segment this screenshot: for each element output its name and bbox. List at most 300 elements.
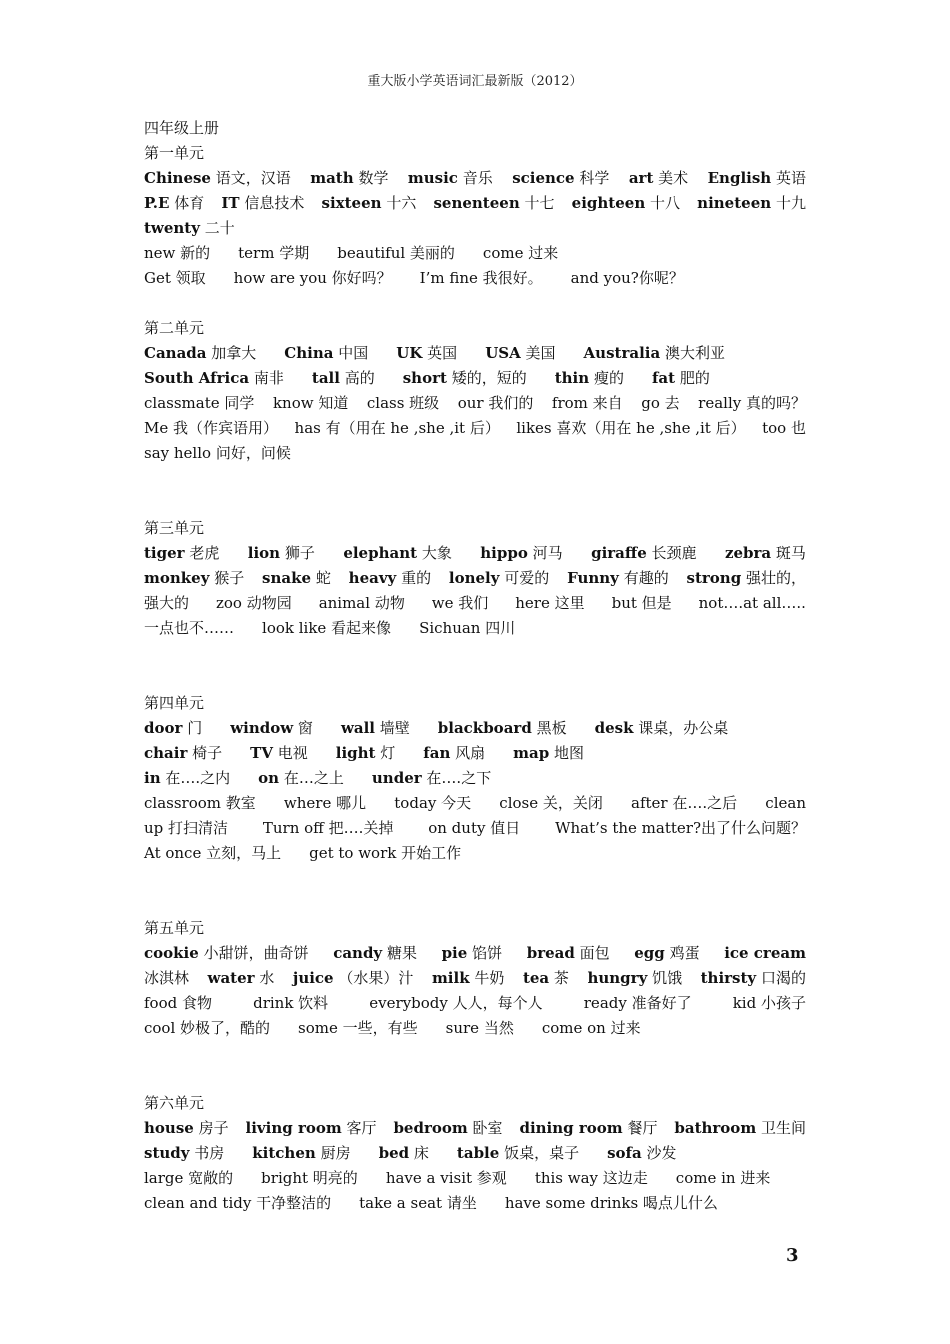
chinese-meaning: 课桌，办公桌 [638,719,729,737]
vocab-entry [687,566,806,591]
vocab-entry [312,366,375,391]
chinese-meaning: 斑马 [775,544,806,562]
vocab-entry [367,391,439,416]
vocab-unit [144,691,806,866]
english-word: twenty [144,219,200,237]
chinese-meaning: large 宽敞的 [144,1169,234,1187]
english-word: tea [522,969,550,987]
vocab-entry [483,241,558,266]
chinese-meaning: our 我们的 [457,394,534,412]
chinese-meaning: 口渴的 [760,969,806,987]
chinese-meaning: 矮的，短的 [451,369,527,387]
vocab-line [144,1141,806,1166]
chinese-meaning: 饥饿 [652,969,683,987]
english-word: egg [634,944,665,962]
vocab-entry [230,716,313,741]
english-word: table [456,1144,500,1162]
vocab-entry [555,816,806,841]
section-spacer [144,466,806,516]
chinese-meaning: 黑板 [536,719,567,737]
vocab-entry [408,166,493,191]
english-word: Canada [144,344,207,362]
english-word: thirsty [700,969,757,987]
english-word: juice [292,969,334,987]
vocab-entry [708,166,806,191]
chinese-meaning: 床 [413,1144,429,1162]
vocab-entry [652,366,710,391]
vocab-entry [393,1116,502,1141]
vocab-line [144,366,806,391]
vocab-line [144,216,806,241]
chinese-meaning: 窗 [297,719,313,737]
chinese-meaning: class 班级 [366,394,440,412]
vocab-unit [144,1091,806,1216]
vocab-entry [144,366,284,391]
chinese-meaning: 肥的 [679,369,710,387]
chinese-meaning: 长颈鹿 [651,544,697,562]
vocab-entry [527,941,610,966]
english-word: English [707,169,772,187]
vocab-line [144,191,806,216]
vocab-entry [144,716,202,741]
chinese-meaning: take a seat 请坐 [359,1194,477,1212]
chinese-meaning: 语文，汉语 [215,169,291,187]
chinese-meaning: 老虎 [189,544,220,562]
english-word: desk [594,719,634,737]
vocab-entry [144,791,256,816]
vocab-entry [513,741,584,766]
chinese-meaning: we 我们 [431,594,489,612]
english-word: strong [686,569,742,587]
english-word: blackboard [437,719,532,737]
chinese-meaning: 厨房 [320,1144,351,1162]
chinese-meaning: Me 我（作宾语用） [144,419,279,437]
chinese-meaning: 加拿大 [211,344,257,362]
vocab-entry [144,616,234,641]
vocab-entry [262,566,331,591]
english-word: heavy [348,569,397,587]
chinese-meaning: What’s the matter?出了什么问题？ [555,819,806,837]
vocab-line [144,966,806,991]
english-word: on [258,769,280,787]
chinese-meaning: At once 立刻，马上 [144,844,282,862]
vocab-entry [144,1191,331,1216]
vocab-entry [144,1166,233,1191]
vocab-line [144,341,806,366]
vocab-entry [252,1141,350,1166]
vocab-entry [144,441,291,466]
chinese-meaning: but 但是 [611,594,672,612]
chinese-meaning: 地图 [554,744,585,762]
vocab-entry [595,716,729,741]
chinese-meaning: 鸡蛋 [669,944,700,962]
grade-title: 四年级上册 [144,119,220,137]
chinese-meaning: 卧室 [472,1119,503,1137]
chinese-meaning: 电视 [277,744,308,762]
vocab-entry [612,591,672,616]
english-word: ice cream [724,944,806,962]
english-word: fat [651,369,676,387]
english-word: tiger [144,544,185,562]
chinese-meaning: up 打扫清洁 [144,819,229,837]
chinese-meaning: 英国 [427,344,458,362]
chinese-meaning: 强壮的， [745,569,806,587]
vocab-entry [512,166,609,191]
vocab-line [144,741,806,766]
unit-title: 第四单元 [144,694,205,712]
vocab-entry [724,941,806,966]
english-word: science [512,169,575,187]
vocab-entry [423,741,485,766]
chinese-meaning: 餐厅 [627,1119,658,1137]
english-word: wall [340,719,375,737]
chinese-meaning: have some drinks 喝点儿什么 [504,1194,718,1212]
chinese-meaning: get to work 开始工作 [309,844,462,862]
english-word: USA [485,344,521,362]
vocab-entry [432,966,504,991]
vocab-entry [442,941,503,966]
vocab-entry [505,1191,718,1216]
vocab-line [144,841,806,866]
english-word: South Africa [144,369,250,387]
vocab-entry [144,266,206,291]
chinese-meaning: bright 明亮的 [261,1169,358,1187]
vocab-entry [584,991,692,1016]
vocab-entry [144,566,244,591]
chinese-meaning: this way 这边走 [534,1169,648,1187]
chinese-meaning: come on 过来 [541,1019,641,1037]
chinese-meaning: have a visit 参观 [385,1169,507,1187]
chinese-meaning: 茶 [553,969,569,987]
vocab-line [144,166,806,191]
chinese-meaning: too 也 [762,419,806,437]
english-word: elephant [343,544,418,562]
chinese-meaning: food 食物 [144,994,212,1012]
vocab-entry [343,541,452,566]
vocab-entry [322,191,417,216]
vocab-line [144,591,806,616]
vocab-line [144,441,806,466]
vocab-entry [725,541,806,566]
chinese-meaning: 体育 [174,194,205,212]
chinese-meaning: on duty 值日 [428,819,521,837]
section-spacer [144,1041,806,1091]
vocab-entry [765,791,806,816]
vocab-entry [336,741,396,766]
chinese-meaning: 大象 [421,544,452,562]
chinese-meaning: 十八 [650,194,681,212]
chinese-meaning: likes 喜欢（用在 he ,she ,it 后） [516,419,746,437]
vocab-line [144,241,806,266]
chinese-meaning: 猴子 [214,569,245,587]
english-word: hippo [480,544,528,562]
vocab-entry [144,191,204,216]
vocab-entry [284,341,368,366]
chinese-meaning: new 新的 [144,244,211,262]
vocab-entry [552,391,623,416]
chinese-meaning: 蛇 [315,569,331,587]
chinese-meaning: come in 进来 [675,1169,771,1187]
english-word: map [513,744,550,762]
english-word: living room [245,1119,342,1137]
chinese-meaning: 河马 [532,544,563,562]
vocab-entry [295,416,500,441]
english-word: bathroom [674,1119,757,1137]
vocab-entry [420,266,543,291]
vocab-entry [208,966,275,991]
english-word: snake [262,569,312,587]
vocab-entry [238,241,309,266]
chinese-meaning: zoo 动物园 [215,594,292,612]
english-word: giraffe [591,544,647,562]
vocab-entry [591,541,696,566]
english-word: dining room [519,1119,623,1137]
chinese-meaning: 房子 [198,1119,229,1137]
chinese-meaning: 重的 [401,569,432,587]
english-word: pie [441,944,468,962]
vocab-entry [396,341,457,366]
chinese-meaning: Get 领取 [144,269,206,287]
chinese-meaning: 墙壁 [379,719,410,737]
chinese-meaning: where 哪儿 [283,794,367,812]
vocab-line [144,1116,806,1141]
chinese-meaning: Sichuan 四川 [419,619,516,637]
vocab-entry [523,966,569,991]
chinese-meaning: cool 妙极了，酷的 [144,1019,271,1037]
english-word: art [628,169,654,187]
vocab-entry [144,1141,224,1166]
vocab-line [144,791,806,816]
chinese-meaning: from 来自 [551,394,623,412]
vocab-line [144,941,806,966]
chinese-meaning: 小甜饼，曲奇饼 [203,944,309,962]
chinese-meaning: （水果）汁 [338,969,414,987]
chinese-meaning: 南非 [253,369,284,387]
chinese-meaning: say hello 问好，问候 [144,444,291,462]
chinese-meaning: 水 [259,969,275,987]
chinese-meaning: 门 [187,719,203,737]
vocab-entry [144,991,212,1016]
vocab-entry [258,766,344,791]
chinese-meaning: classmate 同学 [144,394,255,412]
chinese-meaning: 音乐 [462,169,493,187]
chinese-meaning: how are you 你好吗？ [233,269,392,287]
vocab-entry [499,791,603,816]
chinese-meaning: not….at all….. [698,594,806,612]
vocab-entry [567,566,669,591]
vocab-entry [216,591,292,616]
vocab-entry [144,241,210,266]
section-spacer [144,641,806,691]
vocab-entry [432,591,489,616]
english-word: UK [396,344,423,362]
vocab-entry [144,166,291,191]
english-word: Chinese [144,169,211,187]
chinese-meaning: 书房 [194,1144,225,1162]
vocab-entry [144,841,281,866]
vocab-entry [485,341,555,366]
chinese-meaning: 面包 [579,944,610,962]
vocab-entry [446,1016,514,1041]
vocab-entry [697,191,806,216]
chinese-meaning: 美术 [658,169,689,187]
vocab-entry [144,216,235,241]
vocab-entry [221,191,304,216]
vocab-unit [144,916,806,1041]
english-word: hungry [587,969,648,987]
vocab-entry [310,166,388,191]
english-word: TV [250,744,273,762]
chinese-meaning: 澳大利亚 [664,344,725,362]
english-word: math [310,169,354,187]
chinese-meaning: 冰淇林 [144,969,190,987]
vocab-entry [674,1116,806,1141]
vocab-entry [607,1141,676,1166]
english-word: P.E [144,194,170,212]
vocab-entry [337,241,455,266]
vocab-entry [273,391,348,416]
chinese-meaning: 可爱的 [504,569,550,587]
chinese-meaning: 数学 [358,169,389,187]
chinese-meaning: look like 看起来像 [262,619,392,637]
chinese-meaning: I’m fine 我很好。 [419,269,543,287]
english-word: kitchen [252,1144,316,1162]
vocab-entry [144,416,278,441]
english-word: bedroom [393,1119,468,1137]
english-word: Funny [567,569,619,587]
chinese-meaning: 信息技术 [244,194,305,212]
vocab-entry [631,791,737,816]
vocab-unit [144,316,806,466]
chinese-meaning: close 关，关闭 [499,794,603,812]
chinese-meaning: 科学 [579,169,610,187]
chinese-meaning: Turn off 把….关掉 [262,819,394,837]
vocab-entry [349,566,431,591]
chinese-meaning: everybody 人人，每个人 [369,994,543,1012]
chinese-meaning: 瘦的 [593,369,624,387]
chinese-meaning: 十七 [524,194,555,212]
chinese-meaning: 英语 [775,169,806,187]
vocab-entry [394,791,471,816]
chinese-meaning: really 真的吗？ [698,394,806,412]
english-word: lonely [448,569,500,587]
chinese-meaning: animal 动物 [318,594,405,612]
chinese-meaning: 卫生间 [760,1119,806,1137]
vocab-entry [438,716,567,741]
chinese-meaning: drink 饮料 [253,994,329,1012]
vocab-entry [701,966,806,991]
vocab-entry [144,966,189,991]
vocab-entry [298,1016,418,1041]
english-word: water [207,969,255,987]
vocab-entry [519,1116,657,1141]
english-word: door [144,719,183,737]
chinese-meaning: 十九 [775,194,806,212]
vocab-entry [433,191,554,216]
vocab-entry [144,391,254,416]
vocab-entry [419,616,515,641]
vocab-line [144,566,806,591]
vocab-line [144,1166,806,1191]
vocab-entry [246,1116,377,1141]
english-word: thin [554,369,590,387]
vocab-entry [253,991,328,1016]
chinese-meaning: clean [765,794,806,812]
chinese-meaning: 强大的 [144,594,190,612]
chinese-meaning: clean and tidy 干净整洁的 [144,1194,332,1212]
vocab-line [144,991,806,1016]
vocab-entry [449,566,549,591]
chinese-meaning: 风扇 [455,744,486,762]
vocab-entry [699,591,806,616]
vocab-entry [542,1016,641,1041]
chinese-meaning: 二十 [204,219,235,237]
vocab-entry [309,841,461,866]
unit-title: 第三单元 [144,519,205,537]
chinese-meaning: 饭桌，桌子 [504,1144,580,1162]
vocab-line [144,616,806,641]
english-word: bed [378,1144,410,1162]
vocab-entry [457,1141,579,1166]
chinese-meaning: has 有（用在 he ,she ,it 后） [294,419,500,437]
chinese-meaning: and you?你呢？ [570,269,684,287]
vocab-entry [144,541,219,566]
vocab-entry [144,941,309,966]
vocab-entry [762,416,806,441]
unit-title: 第五单元 [144,919,205,937]
chinese-meaning: 在….之下 [426,769,492,787]
vocab-entry [428,816,520,841]
vocab-entry [144,591,189,616]
chinese-meaning: 狮子 [284,544,315,562]
english-word: cookie [144,944,199,962]
chinese-meaning: classroom 教室 [144,794,256,812]
vocab-entry [572,191,680,216]
english-word: Australia [583,344,661,362]
vocab-entry [587,966,682,991]
vocab-entry [144,766,230,791]
english-word: lion [247,544,281,562]
english-word: house [144,1119,194,1137]
vocab-entry [535,1166,648,1191]
chinese-meaning: 牛奶 [474,969,505,987]
vocab-line [144,716,806,741]
vocab-entry [284,791,366,816]
vocab-line [144,541,806,566]
english-word: fan [423,744,451,762]
chinese-meaning: beautiful 美丽的 [337,244,455,262]
chinese-meaning: 在…之上 [283,769,344,787]
english-word: candy [333,944,383,962]
vocab-entry [386,1166,507,1191]
english-word: sixteen [321,194,382,212]
chinese-meaning: 一点也不…… [144,619,235,637]
vocab-entry [359,1191,477,1216]
chinese-meaning: 灯 [380,744,396,762]
vocab-entry [698,391,806,416]
vocab-entry [629,166,688,191]
english-word: chair [144,744,188,762]
vocab-entry [403,366,527,391]
vocab-entry [480,541,562,566]
vocab-entry [333,941,417,966]
vocab-entry [263,816,394,841]
english-word: IT [221,194,240,212]
vocab-line [144,416,806,441]
chinese-meaning: 客厅 [346,1119,377,1137]
vocab-entry [676,1166,771,1191]
section-spacer [144,866,806,916]
